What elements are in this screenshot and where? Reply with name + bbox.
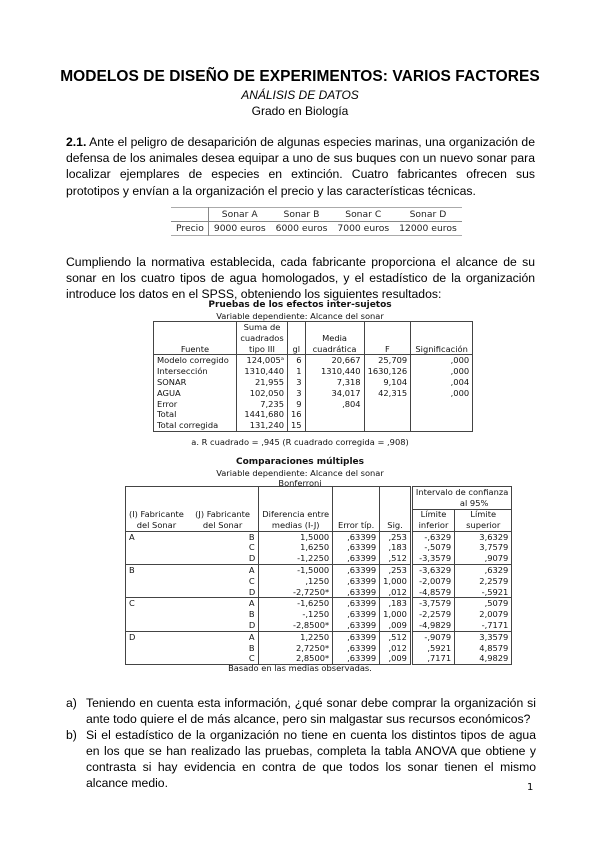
anova-footnote: a. R cuadrado = ,945 (R cuadrado corregida = ,908) (191, 437, 409, 447)
comparisons-footnote: Basado en las medias observadas. (228, 663, 372, 673)
table-row: Modelo corregido 124,005ᵃ 6 20,667 25,709 ,000 (154, 355, 473, 366)
questions-list (66, 695, 536, 791)
comparisons-table-method: Bonferroni (278, 478, 322, 488)
question-a: a) Teniendo en cuenta esta información, ¿qué sonar debe comprar la organización si ante todo quiere el de más alcance, pero sin malgastar sus recursos económicos? (66, 696, 536, 726)
table-row: AGUA 102,050 3 34,017 42,315 ,000 (154, 388, 473, 399)
comparisons-table (125, 486, 512, 665)
degree-label: Grado en Biología (251, 104, 349, 118)
comparisons-header-row-2: Límite inferior Límite superior (126, 509, 512, 531)
table-row: Total corregida 131,240 15 (154, 420, 473, 431)
comparisons-table-title: Comparaciones múltiples (235, 457, 365, 467)
exercise-intro (66, 134, 535, 199)
question-b: b) Si el estadístico de la organización no tiene en cuenta los distintos tipos de agua en los que se han realizado las pruebas, completa la tabla ANOVA que obtiene y contrasta si hay evidencia en contra de que todos los sonar tienen el mismo alcance medio. (66, 728, 536, 790)
document-title: MODELOS DE DISEÑO DE EXPERIMENTOS: VARIOS FACTORES (60, 68, 540, 85)
table-row: A B 1,5000 ,63399 ,253 -,6329 3,6329 (126, 531, 512, 542)
anova-table-subtitle: Variable dependiente: Alcance del sonar (216, 311, 384, 321)
table-row: Total 1441,680 16 (154, 409, 473, 420)
table-row: C A -1,6250 ,63399 ,183 -3,7579 ,5079 (126, 598, 512, 609)
price-table-row: Precio 9000 euros 6000 euros 7000 euros 12000 euros (171, 222, 462, 236)
exercise-number: 2.1. (66, 135, 87, 149)
anova-table-title: Pruebas de los efectos inter-sujetos (208, 300, 392, 310)
table-row: Error 7,235 9 ,804 (154, 399, 473, 410)
table-row: D A 1,2250 ,63399 ,512 -,9079 3,3579 (126, 631, 512, 642)
table-row: C 1,6250 ,63399 ,183 -,5079 3,7579 (126, 542, 512, 553)
results-paragraph: Cumpliendo la normativa establecida, cada fabricante proporciona el alcance de su sonar en los cuatro tipos de agua homologados, y el estadístico de la organización introduce los datos en el SPSS, obteniendo los siguientes resultados: (66, 255, 535, 302)
table-row: C ,1250 ,63399 1,000 -2,0079 2,2579 (126, 576, 512, 587)
table-row: B A -1,5000 ,63399 ,253 -3,6329 ,6329 (126, 565, 512, 576)
anova-table (153, 321, 473, 432)
anova-header-row: Fuente Suma de cuadrados tipo III gl Media cuadrática F Significación (154, 322, 473, 355)
table-row: D -2,8500* ,63399 ,009 -4,9829 -,7171 (126, 620, 512, 631)
comparisons-table-subtitle: Variable dependiente: Alcance del sonar (216, 468, 384, 478)
comparisons-header-row-1: (I) Fabricante del Sonar (J) Fabricante del Sonar Diferencia entre medias (I-J) Error típ. Sig. Intervalo de confianza al 95% (126, 487, 512, 510)
table-row: D -2,7250* ,63399 ,012 -4,8579 -,5921 (126, 587, 512, 598)
table-row: B -,1250 ,63399 1,000 -2,2579 2,0079 (126, 609, 512, 620)
table-row: D -1,2250 ,63399 ,512 -3,3579 ,9079 (126, 553, 512, 564)
exercise-intro-text: Ante el peligro de desaparición de algunas especies marinas, una organización de defensa de los animales desea equipar a uno de sus buques con un nuevo sonar para localizar ejemplares de especies en extinción. Cuatro fabricantes ofrecen sus prototipos y envían a la organización el precio y las características técnicas. (66, 135, 535, 198)
document-subtitle: ANÁLISIS DE DATOS (241, 88, 359, 102)
price-table (171, 207, 462, 236)
page-number: 1 (527, 782, 534, 793)
table-row: B 2,7250* ,63399 ,012 ,5921 4,8579 (126, 643, 512, 654)
table-row: Intersección 1310,440 1 1310,440 1630,126 ,000 (154, 366, 473, 377)
price-table-header: Sonar A Sonar B Sonar C Sonar D (171, 208, 462, 222)
table-row: C 2,8500* ,63399 ,009 ,7171 4,9829 (126, 653, 512, 664)
table-row: SONAR 21,955 3 7,318 9,104 ,004 (154, 377, 473, 388)
